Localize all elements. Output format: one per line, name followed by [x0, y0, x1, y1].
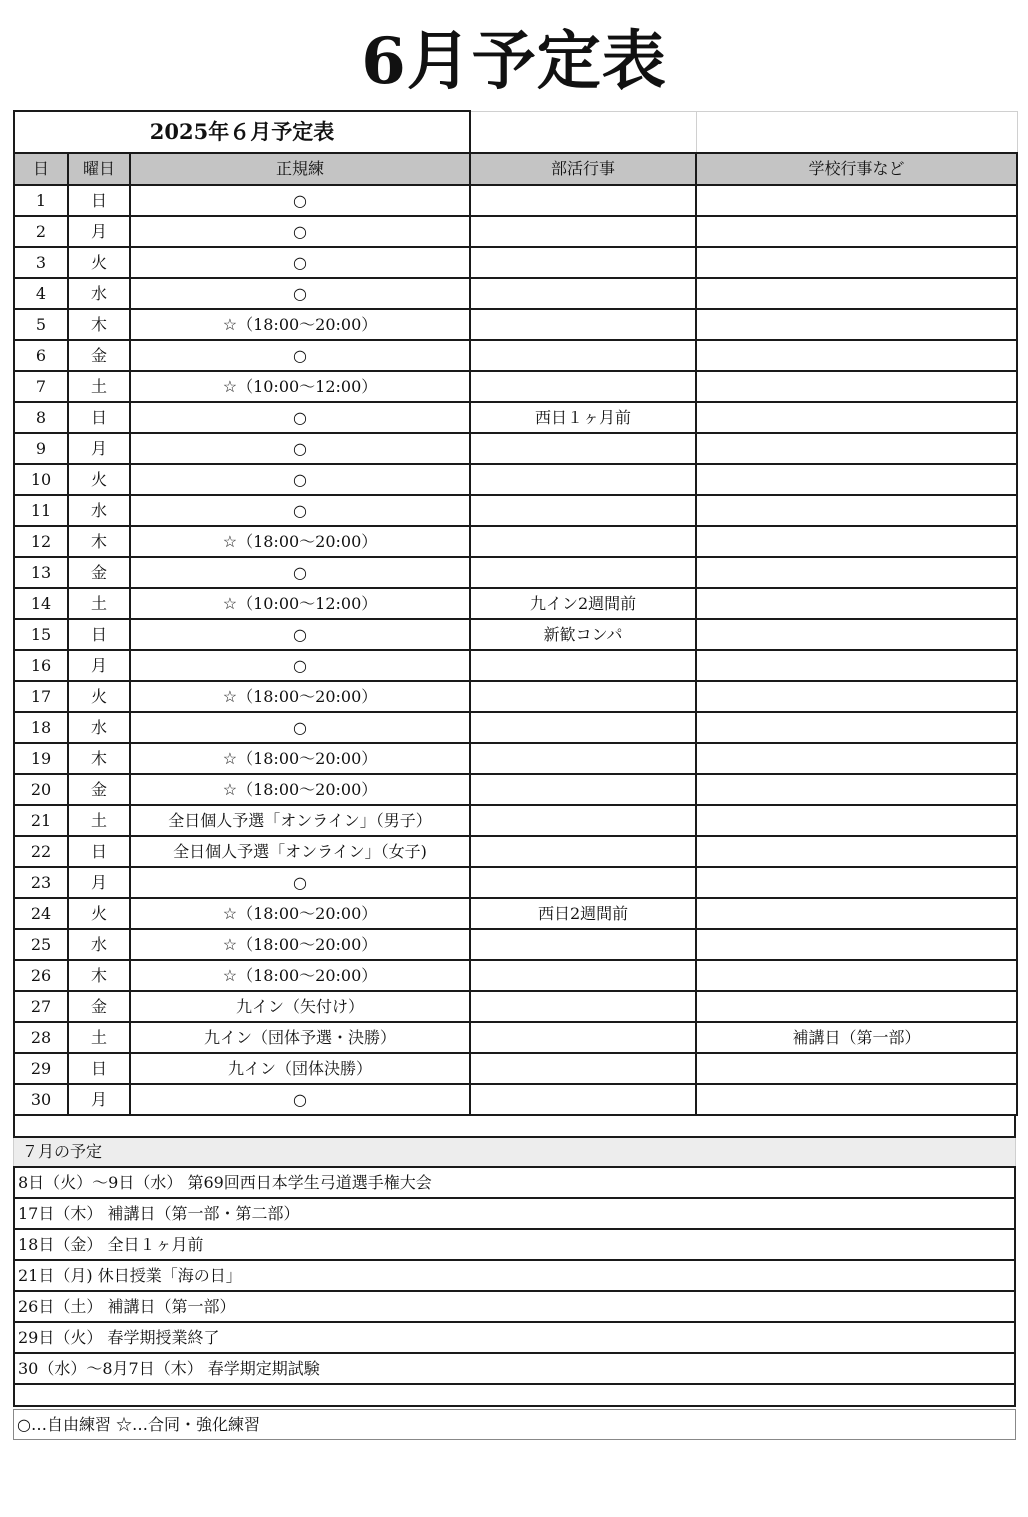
school-event-cell — [696, 588, 1017, 619]
practice-cell: ☆（10:00〜12:00） — [130, 371, 470, 402]
school-event-cell — [696, 650, 1017, 681]
school-event-cell — [696, 991, 1017, 1022]
school-event-cell — [696, 526, 1017, 557]
table-row — [14, 929, 1017, 960]
practice-cell: ○ — [130, 557, 470, 588]
club-event-cell — [470, 805, 696, 836]
practice-cell: ○ — [130, 619, 470, 650]
club-event-cell — [470, 774, 696, 805]
school-event-cell — [696, 774, 1017, 805]
weekday-cell: 日 — [68, 402, 130, 433]
table-row — [14, 247, 1017, 278]
practice-cell: 九イン（矢付け） — [130, 991, 470, 1022]
table-row — [14, 402, 1017, 433]
day-cell: 16 — [14, 650, 68, 681]
practice-cell: ☆（18:00〜20:00） — [130, 774, 470, 805]
school-event-cell — [696, 898, 1017, 929]
club-event-cell — [470, 216, 696, 247]
july-item: 18日（金） 全日１ヶ月前 — [13, 1230, 1016, 1261]
school-event-cell — [696, 247, 1017, 278]
table-row — [14, 309, 1017, 340]
table-row — [14, 588, 1017, 619]
schedule-table — [13, 110, 1018, 1116]
practice-cell: ○ — [130, 867, 470, 898]
table-row — [14, 805, 1017, 836]
weekday-cell: 水 — [68, 929, 130, 960]
club-event-cell — [470, 185, 696, 216]
table-row — [14, 650, 1017, 681]
practice-cell: ○ — [130, 650, 470, 681]
day-cell: 8 — [14, 402, 68, 433]
club-event-cell — [470, 495, 696, 526]
day-cell: 21 — [14, 805, 68, 836]
practice-cell: 九イン（団体決勝） — [130, 1053, 470, 1084]
school-event-cell — [696, 1084, 1017, 1115]
table-row — [14, 526, 1017, 557]
table-row — [14, 216, 1017, 247]
july-item: 29日（火） 春学期授業終了 — [13, 1323, 1016, 1354]
practice-cell: ○ — [130, 433, 470, 464]
schedule-sheet — [13, 110, 1016, 1440]
practice-cell: ☆（18:00〜20:00） — [130, 960, 470, 991]
club-event-cell — [470, 960, 696, 991]
school-event-cell — [696, 309, 1017, 340]
school-event-cell — [696, 929, 1017, 960]
weekday-cell: 水 — [68, 712, 130, 743]
sheet-title: 2025年６月予定表 — [14, 111, 470, 153]
day-cell: 3 — [14, 247, 68, 278]
day-cell: 25 — [14, 929, 68, 960]
day-cell: 22 — [14, 836, 68, 867]
july-item: 8日（火）〜9日（水） 第69回西日本学生弓道選手権大会 — [13, 1166, 1016, 1199]
weekday-cell: 金 — [68, 991, 130, 1022]
club-event-cell — [470, 681, 696, 712]
weekday-cell: 火 — [68, 898, 130, 929]
table-row — [14, 371, 1017, 402]
blank-row — [13, 1385, 1016, 1407]
table-row — [14, 898, 1017, 929]
legend: ○…自由練習 ☆…合同・強化練習 — [13, 1409, 1016, 1440]
table-row — [14, 712, 1017, 743]
day-cell: 28 — [14, 1022, 68, 1053]
blank-header-cell — [696, 111, 1017, 153]
weekday-cell: 水 — [68, 278, 130, 309]
weekday-cell: 木 — [68, 309, 130, 340]
table-row — [14, 960, 1017, 991]
table-row — [14, 185, 1017, 216]
table-row — [14, 278, 1017, 309]
day-cell: 13 — [14, 557, 68, 588]
day-cell: 9 — [14, 433, 68, 464]
club-event-cell — [470, 929, 696, 960]
col-header-day: 日 — [14, 153, 68, 185]
col-header-practice: 正規練 — [130, 153, 470, 185]
july-item: 26日（土） 補講日（第一部） — [13, 1292, 1016, 1323]
table-row — [14, 557, 1017, 588]
school-event-cell: 補講日（第一部） — [696, 1022, 1017, 1053]
table-row — [14, 619, 1017, 650]
school-event-cell — [696, 1053, 1017, 1084]
practice-cell: ○ — [130, 402, 470, 433]
school-event-cell — [696, 960, 1017, 991]
table-row — [14, 867, 1017, 898]
practice-cell: ○ — [130, 1084, 470, 1115]
club-event-cell: 九イン2週間前 — [470, 588, 696, 619]
weekday-cell: 火 — [68, 464, 130, 495]
table-row — [14, 464, 1017, 495]
day-cell: 11 — [14, 495, 68, 526]
day-cell: 27 — [14, 991, 68, 1022]
school-event-cell — [696, 712, 1017, 743]
school-event-cell — [696, 402, 1017, 433]
school-event-cell — [696, 464, 1017, 495]
school-event-cell — [696, 433, 1017, 464]
table-row — [14, 743, 1017, 774]
weekday-cell: 日 — [68, 619, 130, 650]
weekday-cell: 月 — [68, 1084, 130, 1115]
table-row — [14, 433, 1017, 464]
day-cell: 23 — [14, 867, 68, 898]
day-cell: 1 — [14, 185, 68, 216]
july-list — [13, 1166, 1016, 1385]
table-row — [14, 1022, 1017, 1053]
practice-cell: ○ — [130, 185, 470, 216]
weekday-cell: 土 — [68, 588, 130, 619]
day-cell: 10 — [14, 464, 68, 495]
practice-cell: 九イン（団体予選・決勝） — [130, 1022, 470, 1053]
practice-cell: ○ — [130, 247, 470, 278]
school-event-cell — [696, 278, 1017, 309]
club-event-cell — [470, 1022, 696, 1053]
practice-cell: ☆（18:00〜20:00） — [130, 929, 470, 960]
day-cell: 7 — [14, 371, 68, 402]
table-row — [14, 774, 1017, 805]
club-event-cell — [470, 557, 696, 588]
july-heading: ７月の予定 — [13, 1138, 1016, 1166]
practice-cell: ☆（18:00〜20:00） — [130, 898, 470, 929]
table-row — [14, 836, 1017, 867]
club-event-cell — [470, 340, 696, 371]
club-event-cell — [470, 743, 696, 774]
club-event-cell — [470, 433, 696, 464]
practice-cell: ○ — [130, 278, 470, 309]
club-event-cell — [470, 371, 696, 402]
school-event-cell — [696, 836, 1017, 867]
club-event-cell — [470, 526, 696, 557]
practice-cell: ☆（18:00〜20:00） — [130, 309, 470, 340]
school-event-cell — [696, 681, 1017, 712]
weekday-cell: 水 — [68, 495, 130, 526]
table-row — [14, 681, 1017, 712]
club-event-cell — [470, 650, 696, 681]
table-row — [14, 1053, 1017, 1084]
weekday-cell: 木 — [68, 526, 130, 557]
table-row — [14, 340, 1017, 371]
day-cell: 2 — [14, 216, 68, 247]
school-event-cell — [696, 340, 1017, 371]
practice-cell: ○ — [130, 495, 470, 526]
day-cell: 20 — [14, 774, 68, 805]
school-event-cell — [696, 216, 1017, 247]
july-item: 30（水）〜8月7日（木） 春学期定期試験 — [13, 1354, 1016, 1385]
day-cell: 17 — [14, 681, 68, 712]
column-header-row — [14, 153, 1017, 185]
weekday-cell: 月 — [68, 433, 130, 464]
club-event-cell: 西日１ヶ月前 — [470, 402, 696, 433]
practice-cell: ○ — [130, 464, 470, 495]
school-event-cell — [696, 743, 1017, 774]
sheet-title-row — [14, 111, 1017, 153]
day-cell: 26 — [14, 960, 68, 991]
school-event-cell — [696, 371, 1017, 402]
practice-cell: 全日個人予選「オンライン」（男子） — [130, 805, 470, 836]
weekday-cell: 月 — [68, 216, 130, 247]
club-event-cell — [470, 464, 696, 495]
weekday-cell: 火 — [68, 681, 130, 712]
day-cell: 24 — [14, 898, 68, 929]
weekday-cell: 日 — [68, 185, 130, 216]
club-event-cell: 西日2週間前 — [470, 898, 696, 929]
weekday-cell: 日 — [68, 1053, 130, 1084]
weekday-cell: 月 — [68, 650, 130, 681]
practice-cell: ☆（10:00〜12:00） — [130, 588, 470, 619]
weekday-cell: 土 — [68, 1022, 130, 1053]
weekday-cell: 土 — [68, 371, 130, 402]
school-event-cell — [696, 867, 1017, 898]
club-event-cell — [470, 991, 696, 1022]
club-event-cell — [470, 867, 696, 898]
table-row — [14, 495, 1017, 526]
day-cell: 15 — [14, 619, 68, 650]
practice-cell: 全日個人予選「オンライン」（女子) — [130, 836, 470, 867]
col-header-school: 学校行事など — [696, 153, 1017, 185]
school-event-cell — [696, 495, 1017, 526]
school-event-cell — [696, 557, 1017, 588]
day-cell: 19 — [14, 743, 68, 774]
table-row — [14, 991, 1017, 1022]
practice-cell: ○ — [130, 340, 470, 371]
notes-section — [13, 1116, 1016, 1440]
club-event-cell — [470, 1084, 696, 1115]
day-cell: 12 — [14, 526, 68, 557]
club-event-cell — [470, 309, 696, 340]
club-event-cell — [470, 836, 696, 867]
blank-row — [13, 1116, 1016, 1138]
page-title: 6月予定表 — [361, 24, 667, 99]
weekday-cell: 木 — [68, 743, 130, 774]
practice-cell: ☆（18:00〜20:00） — [130, 681, 470, 712]
day-cell: 30 — [14, 1084, 68, 1115]
july-item: 21日（月) 休日授業「海の日」 — [13, 1261, 1016, 1292]
school-event-cell — [696, 185, 1017, 216]
day-cell: 18 — [14, 712, 68, 743]
table-row — [14, 1084, 1017, 1115]
weekday-cell: 火 — [68, 247, 130, 278]
day-cell: 29 — [14, 1053, 68, 1084]
weekday-cell: 土 — [68, 805, 130, 836]
col-header-weekday: 曜日 — [68, 153, 130, 185]
weekday-cell: 日 — [68, 836, 130, 867]
club-event-cell — [470, 278, 696, 309]
july-item: 17日（木） 補講日（第一部・第二部） — [13, 1199, 1016, 1230]
day-cell: 5 — [14, 309, 68, 340]
practice-cell: ○ — [130, 216, 470, 247]
school-event-cell — [696, 619, 1017, 650]
day-cell: 6 — [14, 340, 68, 371]
weekday-cell: 金 — [68, 340, 130, 371]
club-event-cell — [470, 712, 696, 743]
day-cell: 14 — [14, 588, 68, 619]
practice-cell: ☆（18:00〜20:00） — [130, 526, 470, 557]
day-cell: 4 — [14, 278, 68, 309]
club-event-cell — [470, 1053, 696, 1084]
club-event-cell — [470, 247, 696, 278]
practice-cell: ☆（18:00〜20:00） — [130, 743, 470, 774]
practice-cell: ○ — [130, 712, 470, 743]
weekday-cell: 金 — [68, 557, 130, 588]
weekday-cell: 月 — [68, 867, 130, 898]
school-event-cell — [696, 805, 1017, 836]
blank-header-cell — [470, 111, 696, 153]
weekday-cell: 金 — [68, 774, 130, 805]
col-header-club: 部活行事 — [470, 153, 696, 185]
weekday-cell: 木 — [68, 960, 130, 991]
club-event-cell: 新歓コンパ — [470, 619, 696, 650]
